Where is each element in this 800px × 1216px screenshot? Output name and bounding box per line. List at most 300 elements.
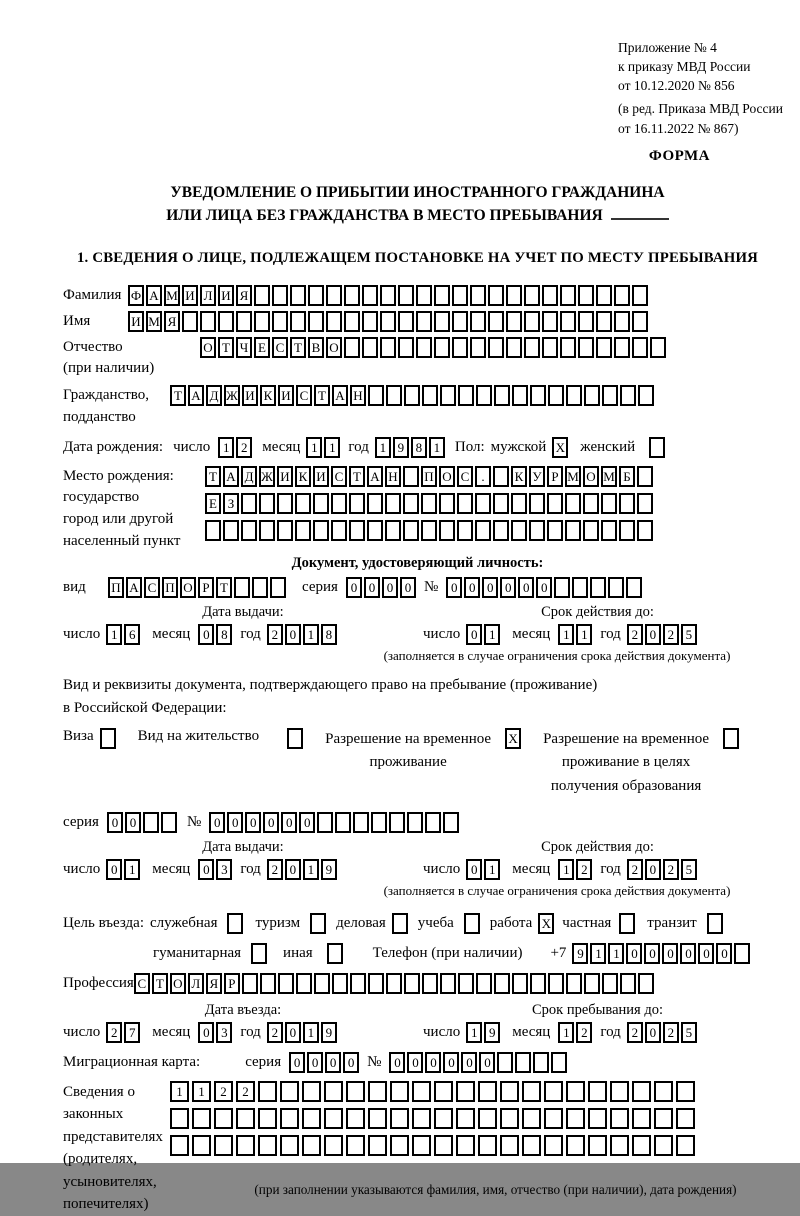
form-cell[interactable]: 0 (343, 1052, 359, 1073)
form-cell[interactable] (608, 577, 624, 598)
form-cell[interactable] (458, 973, 474, 994)
form-cell[interactable] (404, 973, 420, 994)
form-cell[interactable] (493, 466, 509, 487)
form-cell[interactable] (457, 493, 473, 514)
form-cell[interactable]: 2 (267, 859, 283, 880)
form-cell[interactable]: 0 (626, 943, 642, 964)
form-cell[interactable]: Я (164, 311, 180, 332)
form-cell[interactable] (588, 1081, 607, 1102)
form-cell[interactable] (500, 1108, 519, 1129)
form-cell[interactable] (277, 493, 293, 514)
form-cell[interactable] (500, 1081, 519, 1102)
form-cell[interactable] (452, 285, 468, 306)
form-cell[interactable]: О (439, 466, 455, 487)
form-cell[interactable]: 2 (627, 1022, 643, 1043)
form-cell[interactable]: Л (188, 973, 204, 994)
form-cell[interactable]: Р (547, 466, 563, 487)
form-cell[interactable] (389, 812, 405, 833)
form-cell[interactable]: Ф (128, 285, 144, 306)
form-cell[interactable]: Т (218, 337, 234, 358)
form-cell[interactable]: Ж (259, 466, 275, 487)
form-cell[interactable] (302, 1135, 321, 1156)
form-cell[interactable] (475, 493, 491, 514)
form-cell[interactable] (529, 520, 545, 541)
form-cell[interactable] (566, 973, 582, 994)
form-cell[interactable]: П (108, 577, 124, 598)
form-cell[interactable] (403, 493, 419, 514)
form-cell[interactable] (346, 1081, 365, 1102)
form-cell[interactable] (100, 728, 116, 749)
form-cell[interactable]: Б (619, 466, 635, 487)
form-cell[interactable] (344, 285, 360, 306)
form-cell[interactable]: 0 (464, 577, 480, 598)
form-cell[interactable] (588, 1135, 607, 1156)
form-cell[interactable] (542, 311, 558, 332)
form-cell[interactable] (565, 520, 581, 541)
form-cell[interactable] (458, 385, 474, 406)
form-cell[interactable]: 2 (663, 859, 679, 880)
form-cell[interactable] (214, 1135, 233, 1156)
form-cell[interactable] (422, 385, 438, 406)
form-cell[interactable] (332, 973, 348, 994)
form-cell[interactable]: 1 (306, 437, 322, 458)
form-cell[interactable] (610, 1108, 629, 1129)
form-cell[interactable]: . (475, 466, 491, 487)
form-cell[interactable] (533, 1052, 549, 1073)
form-cell[interactable] (676, 1135, 695, 1156)
form-cell[interactable] (544, 1081, 563, 1102)
form-cell[interactable] (452, 311, 468, 332)
form-cell[interactable] (218, 311, 234, 332)
form-cell[interactable] (476, 385, 492, 406)
form-cell[interactable]: 1 (303, 1022, 319, 1043)
form-cell[interactable]: 0 (106, 859, 122, 880)
form-cell[interactable] (403, 520, 419, 541)
form-cell[interactable] (478, 1081, 497, 1102)
form-cell[interactable]: И (242, 385, 258, 406)
form-cell[interactable]: 0 (107, 812, 123, 833)
form-cell[interactable]: 1 (106, 624, 122, 645)
form-cell[interactable]: А (223, 466, 239, 487)
form-cell[interactable]: И (128, 311, 144, 332)
form-cell[interactable]: 1 (192, 1081, 211, 1102)
form-cell[interactable] (619, 520, 635, 541)
form-cell[interactable]: 2 (236, 437, 252, 458)
form-cell[interactable] (464, 913, 480, 934)
form-cell[interactable]: Е (205, 493, 221, 514)
form-cell[interactable] (506, 337, 522, 358)
form-cell[interactable] (317, 812, 333, 833)
form-cell[interactable]: 5 (681, 1022, 697, 1043)
form-cell[interactable] (422, 973, 438, 994)
form-cell[interactable]: Е (254, 337, 270, 358)
form-cell[interactable]: 1 (124, 859, 140, 880)
form-cell[interactable] (252, 577, 268, 598)
form-cell[interactable] (578, 337, 594, 358)
form-cell[interactable] (654, 1108, 673, 1129)
form-cell[interactable] (390, 1135, 409, 1156)
form-cell[interactable]: О (200, 337, 216, 358)
form-cell[interactable] (296, 973, 312, 994)
form-cell[interactable] (602, 973, 618, 994)
form-cell[interactable]: И (182, 285, 198, 306)
form-cell[interactable]: 1 (303, 859, 319, 880)
form-cell[interactable] (416, 285, 432, 306)
form-cell[interactable] (241, 520, 257, 541)
form-cell[interactable] (566, 1108, 585, 1129)
form-cell[interactable] (327, 943, 343, 964)
form-cell[interactable]: 0 (245, 812, 261, 833)
form-cell[interactable] (425, 812, 441, 833)
form-cell[interactable] (367, 520, 383, 541)
form-cell[interactable]: У (529, 466, 545, 487)
form-cell[interactable] (522, 1081, 541, 1102)
form-cell[interactable] (614, 285, 630, 306)
form-cell[interactable]: 2 (576, 859, 592, 880)
form-cell[interactable] (478, 1108, 497, 1129)
form-cell[interactable] (170, 1135, 189, 1156)
form-cell[interactable]: 1 (484, 624, 500, 645)
form-cell[interactable]: 0 (281, 812, 297, 833)
form-cell[interactable] (547, 520, 563, 541)
form-cell[interactable] (452, 337, 468, 358)
form-cell[interactable]: О (180, 577, 196, 598)
form-cell[interactable] (259, 520, 275, 541)
form-cell[interactable] (251, 943, 267, 964)
form-cell[interactable]: 0 (325, 1052, 341, 1073)
form-cell[interactable] (494, 973, 510, 994)
form-cell[interactable] (584, 973, 600, 994)
form-cell[interactable]: 2 (267, 1022, 283, 1043)
form-cell[interactable] (314, 973, 330, 994)
form-cell[interactable] (547, 493, 563, 514)
form-cell[interactable]: 1 (375, 437, 391, 458)
form-cell[interactable]: 0 (500, 577, 516, 598)
form-cell[interactable] (371, 812, 387, 833)
form-cell[interactable]: 2 (106, 1022, 122, 1043)
form-cell[interactable] (544, 1135, 563, 1156)
form-cell[interactable] (143, 812, 159, 833)
form-cell[interactable]: 0 (443, 1052, 459, 1073)
form-cell[interactable]: Р (224, 973, 240, 994)
form-cell[interactable] (476, 973, 492, 994)
form-cell[interactable]: 2 (214, 1081, 233, 1102)
form-cell[interactable] (488, 311, 504, 332)
form-cell[interactable] (390, 1081, 409, 1102)
form-cell[interactable]: 8 (411, 437, 427, 458)
form-cell[interactable] (475, 520, 491, 541)
form-cell[interactable] (367, 493, 383, 514)
form-cell[interactable]: 0 (227, 812, 243, 833)
form-cell[interactable] (368, 973, 384, 994)
form-cell[interactable] (227, 913, 243, 934)
form-cell[interactable] (192, 1135, 211, 1156)
form-cell[interactable] (734, 943, 750, 964)
form-cell[interactable] (308, 311, 324, 332)
form-cell[interactable] (412, 1081, 431, 1102)
form-cell[interactable]: 9 (393, 437, 409, 458)
form-cell[interactable] (242, 973, 258, 994)
form-cell[interactable]: 0 (644, 943, 660, 964)
form-cell[interactable] (392, 913, 408, 934)
form-cell[interactable]: 2 (236, 1081, 255, 1102)
form-cell[interactable] (632, 337, 648, 358)
form-cell[interactable]: 3 (216, 859, 232, 880)
form-cell[interactable] (506, 285, 522, 306)
form-cell[interactable] (295, 520, 311, 541)
form-cell[interactable] (362, 311, 378, 332)
form-cell[interactable] (258, 1081, 277, 1102)
form-cell[interactable] (344, 337, 360, 358)
form-cell[interactable]: Ч (236, 337, 252, 358)
form-cell[interactable] (522, 1108, 541, 1129)
form-cell[interactable] (620, 385, 636, 406)
form-cell[interactable] (583, 493, 599, 514)
form-cell[interactable]: 0 (289, 1052, 305, 1073)
form-cell[interactable] (313, 493, 329, 514)
form-cell[interactable] (440, 385, 456, 406)
form-cell[interactable]: 0 (125, 812, 141, 833)
form-cell[interactable] (412, 1108, 431, 1129)
form-cell[interactable] (637, 520, 653, 541)
form-cell[interactable]: С (134, 973, 150, 994)
form-cell[interactable] (596, 337, 612, 358)
form-cell[interactable]: X (552, 437, 568, 458)
form-cell[interactable] (596, 285, 612, 306)
form-cell[interactable]: 1 (429, 437, 445, 458)
form-cell[interactable]: Я (206, 973, 222, 994)
form-cell[interactable]: Т (216, 577, 232, 598)
form-cell[interactable]: О (170, 973, 186, 994)
form-cell[interactable] (434, 311, 450, 332)
form-cell[interactable]: 1 (558, 859, 574, 880)
form-cell[interactable] (548, 973, 564, 994)
form-cell[interactable] (236, 1108, 255, 1129)
form-cell[interactable]: 0 (645, 1022, 661, 1043)
form-cell[interactable] (456, 1081, 475, 1102)
form-cell[interactable]: 0 (382, 577, 398, 598)
form-cell[interactable] (398, 337, 414, 358)
form-cell[interactable]: 2 (627, 859, 643, 880)
form-cell[interactable] (470, 337, 486, 358)
form-cell[interactable]: 1 (558, 1022, 574, 1043)
form-cell[interactable]: 0 (461, 1052, 477, 1073)
form-cell[interactable] (254, 285, 270, 306)
form-cell[interactable] (161, 812, 177, 833)
form-cell[interactable] (407, 812, 423, 833)
form-cell[interactable] (272, 311, 288, 332)
form-cell[interactable] (324, 1081, 343, 1102)
form-cell[interactable] (439, 520, 455, 541)
form-cell[interactable] (331, 493, 347, 514)
form-cell[interactable] (290, 285, 306, 306)
form-cell[interactable] (326, 311, 342, 332)
form-cell[interactable]: 1 (218, 437, 234, 458)
form-cell[interactable] (619, 913, 635, 934)
form-cell[interactable] (632, 311, 648, 332)
form-cell[interactable] (456, 1108, 475, 1129)
form-cell[interactable]: 0 (680, 943, 696, 964)
form-cell[interactable] (626, 577, 642, 598)
form-cell[interactable]: Д (241, 466, 257, 487)
form-cell[interactable]: 1 (590, 943, 606, 964)
form-cell[interactable]: И (218, 285, 234, 306)
form-cell[interactable] (494, 385, 510, 406)
form-cell[interactable] (601, 493, 617, 514)
form-cell[interactable]: 2 (576, 1022, 592, 1043)
form-cell[interactable]: Н (350, 385, 366, 406)
form-cell[interactable] (512, 973, 528, 994)
form-cell[interactable] (512, 385, 528, 406)
form-cell[interactable]: 0 (299, 812, 315, 833)
form-cell[interactable] (353, 812, 369, 833)
form-cell[interactable] (439, 493, 455, 514)
form-cell[interactable] (349, 493, 365, 514)
form-cell[interactable] (234, 577, 250, 598)
form-cell[interactable] (565, 493, 581, 514)
form-cell[interactable] (548, 385, 564, 406)
form-cell[interactable]: 1 (608, 943, 624, 964)
form-cell[interactable] (308, 285, 324, 306)
form-cell[interactable]: 1 (303, 624, 319, 645)
form-cell[interactable] (434, 1081, 453, 1102)
form-cell[interactable] (368, 1135, 387, 1156)
form-cell[interactable] (277, 520, 293, 541)
form-cell[interactable]: И (313, 466, 329, 487)
form-cell[interactable]: Р (198, 577, 214, 598)
form-cell[interactable]: А (188, 385, 204, 406)
form-cell[interactable] (632, 1135, 651, 1156)
form-cell[interactable]: 0 (446, 577, 462, 598)
form-cell[interactable] (205, 520, 221, 541)
form-cell[interactable]: 1 (170, 1081, 189, 1102)
form-cell[interactable] (380, 311, 396, 332)
form-cell[interactable]: 0 (389, 1052, 405, 1073)
form-cell[interactable] (412, 1135, 431, 1156)
form-cell[interactable] (380, 337, 396, 358)
form-cell[interactable]: Д (206, 385, 222, 406)
form-cell[interactable] (346, 1135, 365, 1156)
form-cell[interactable]: 0 (307, 1052, 323, 1073)
form-cell[interactable]: 0 (198, 624, 214, 645)
form-cell[interactable] (524, 285, 540, 306)
form-cell[interactable]: С (296, 385, 312, 406)
form-cell[interactable] (649, 437, 665, 458)
form-cell[interactable] (434, 1108, 453, 1129)
form-cell[interactable] (434, 285, 450, 306)
form-cell[interactable] (200, 311, 216, 332)
form-cell[interactable] (632, 1108, 651, 1129)
form-cell[interactable] (295, 493, 311, 514)
form-cell[interactable] (214, 1108, 233, 1129)
form-cell[interactable] (560, 337, 576, 358)
form-cell[interactable]: З (223, 493, 239, 514)
form-cell[interactable] (610, 1135, 629, 1156)
form-cell[interactable]: 6 (124, 624, 140, 645)
form-cell[interactable]: 0 (407, 1052, 423, 1073)
form-cell[interactable]: 0 (198, 1022, 214, 1043)
form-cell[interactable] (602, 385, 618, 406)
form-cell[interactable]: 1 (558, 624, 574, 645)
form-cell[interactable] (584, 385, 600, 406)
form-cell[interactable] (619, 493, 635, 514)
form-cell[interactable] (302, 1108, 321, 1129)
form-cell[interactable] (529, 493, 545, 514)
form-cell[interactable] (326, 285, 342, 306)
form-cell[interactable] (259, 493, 275, 514)
form-cell[interactable] (421, 520, 437, 541)
form-cell[interactable] (310, 913, 326, 934)
form-cell[interactable] (398, 285, 414, 306)
form-cell[interactable] (302, 1081, 321, 1102)
form-cell[interactable] (478, 1135, 497, 1156)
form-cell[interactable]: 2 (663, 624, 679, 645)
form-cell[interactable]: 0 (263, 812, 279, 833)
form-cell[interactable]: М (565, 466, 581, 487)
form-cell[interactable]: О (583, 466, 599, 487)
form-cell[interactable]: В (308, 337, 324, 358)
form-cell[interactable] (272, 285, 288, 306)
form-cell[interactable]: Я (236, 285, 252, 306)
form-cell[interactable]: 0 (536, 577, 552, 598)
form-cell[interactable] (258, 1135, 277, 1156)
form-cell[interactable] (223, 520, 239, 541)
form-cell[interactable]: 9 (572, 943, 588, 964)
form-cell[interactable] (488, 337, 504, 358)
form-cell[interactable]: Т (290, 337, 306, 358)
form-cell[interactable] (443, 812, 459, 833)
form-cell[interactable] (170, 1108, 189, 1129)
form-cell[interactable] (522, 1135, 541, 1156)
form-cell[interactable] (386, 385, 402, 406)
form-cell[interactable] (572, 577, 588, 598)
form-cell[interactable] (590, 577, 606, 598)
form-cell[interactable] (542, 285, 558, 306)
form-cell[interactable] (434, 337, 450, 358)
form-cell[interactable] (638, 973, 654, 994)
form-cell[interactable]: 0 (400, 577, 416, 598)
form-cell[interactable]: 0 (466, 624, 482, 645)
form-cell[interactable]: 0 (645, 859, 661, 880)
form-cell[interactable]: А (126, 577, 142, 598)
form-cell[interactable] (236, 311, 252, 332)
form-cell[interactable]: 0 (662, 943, 678, 964)
form-cell[interactable]: 0 (716, 943, 732, 964)
form-cell[interactable] (313, 520, 329, 541)
form-cell[interactable]: 2 (627, 624, 643, 645)
form-cell[interactable] (676, 1081, 695, 1102)
form-cell[interactable] (260, 973, 276, 994)
form-cell[interactable]: А (332, 385, 348, 406)
form-cell[interactable] (588, 1108, 607, 1129)
form-cell[interactable] (566, 1135, 585, 1156)
form-cell[interactable] (470, 311, 486, 332)
form-cell[interactable] (497, 1052, 513, 1073)
form-cell[interactable] (344, 311, 360, 332)
form-cell[interactable] (614, 311, 630, 332)
form-cell[interactable]: 0 (518, 577, 534, 598)
form-cell[interactable]: 1 (576, 624, 592, 645)
form-cell[interactable]: 0 (285, 859, 301, 880)
form-cell[interactable] (601, 520, 617, 541)
form-cell[interactable] (457, 520, 473, 541)
form-cell[interactable]: 0 (466, 859, 482, 880)
form-cell[interactable] (632, 285, 648, 306)
form-cell[interactable] (654, 1135, 673, 1156)
form-cell[interactable]: 5 (681, 859, 697, 880)
form-cell[interactable] (614, 337, 630, 358)
form-cell[interactable] (638, 385, 654, 406)
